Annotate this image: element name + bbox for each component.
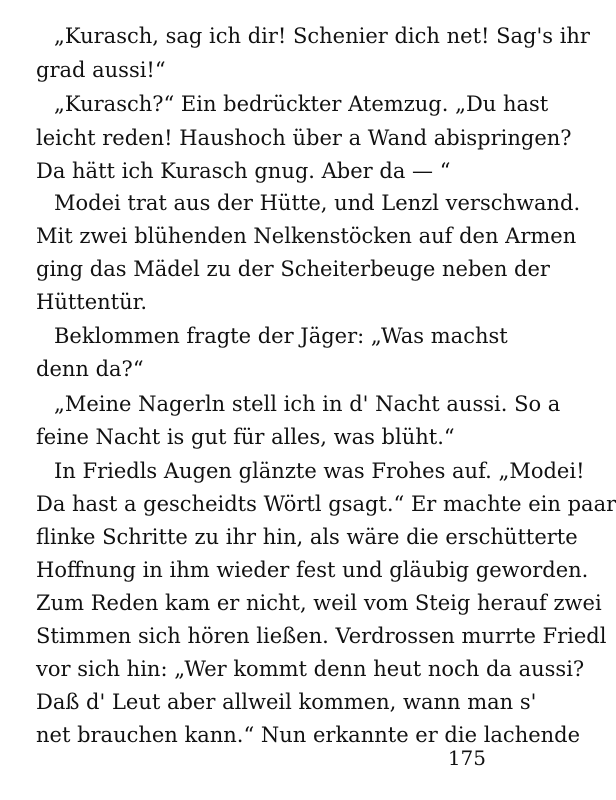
text-line: Hüttentür.	[36, 290, 148, 314]
text-line: Da hast a gescheidts Wörtl gsagt.“ Er machte ein paar	[36, 492, 616, 516]
text-line: Mit zwei blühenden Nelkenstöcken auf den Armen	[36, 224, 577, 248]
text-line: denn da?“	[36, 357, 144, 381]
text-line: vor sich hin: „Wer kommt denn heut noch da aussi?	[36, 657, 585, 681]
text-line: Stimmen sich hören ließen. Verdrossen murrte Friedl	[36, 624, 607, 648]
text-line: Modei trat aus der Hütte, und Lenzl verschwand.	[54, 191, 581, 215]
text-line: In Friedls Augen glänzte was Frohes auf. „Modei!	[54, 459, 585, 483]
text-line: „Kurasch?“ Ein bedrückter Atemzug. „Du hast	[54, 92, 549, 116]
text-line: Beklommen fragte der Jäger: „Was machst	[54, 324, 508, 348]
text-line: Zum Reden kam er nicht, weil vom Steig herauf zwei	[36, 591, 602, 615]
text-line: flinke Schritte zu ihr hin, als wäre die erschütterte	[36, 525, 578, 549]
text-line: Daß d' Leut aber allweil kommen, wann man s'	[36, 690, 537, 714]
text-line: „Meine Nagerln stell ich in d' Nacht aussi. So a	[54, 392, 561, 416]
page-number: 175	[447, 746, 486, 770]
text-line: ging das Mädel zu der Scheiterbeuge neben der	[36, 257, 550, 281]
text-line: feine Nacht is gut für alles, was blüht.“	[36, 425, 455, 449]
text-line: Hoffnung in ihm wieder fest und gläubig geworden.	[36, 558, 589, 582]
text-line: net brauchen kann.“ Nun erkannte er die lachende	[36, 723, 581, 747]
text-line: „Kurasch, sag ich dir! Schenier dich net! Sag's ihr	[54, 24, 590, 48]
text-line: Da hätt ich Kurasch gnug. Aber da — “	[36, 159, 451, 183]
text-line: leicht reden! Haushoch über a Wand abispringen?	[36, 126, 572, 150]
text-line: grad aussi!“	[36, 58, 166, 82]
